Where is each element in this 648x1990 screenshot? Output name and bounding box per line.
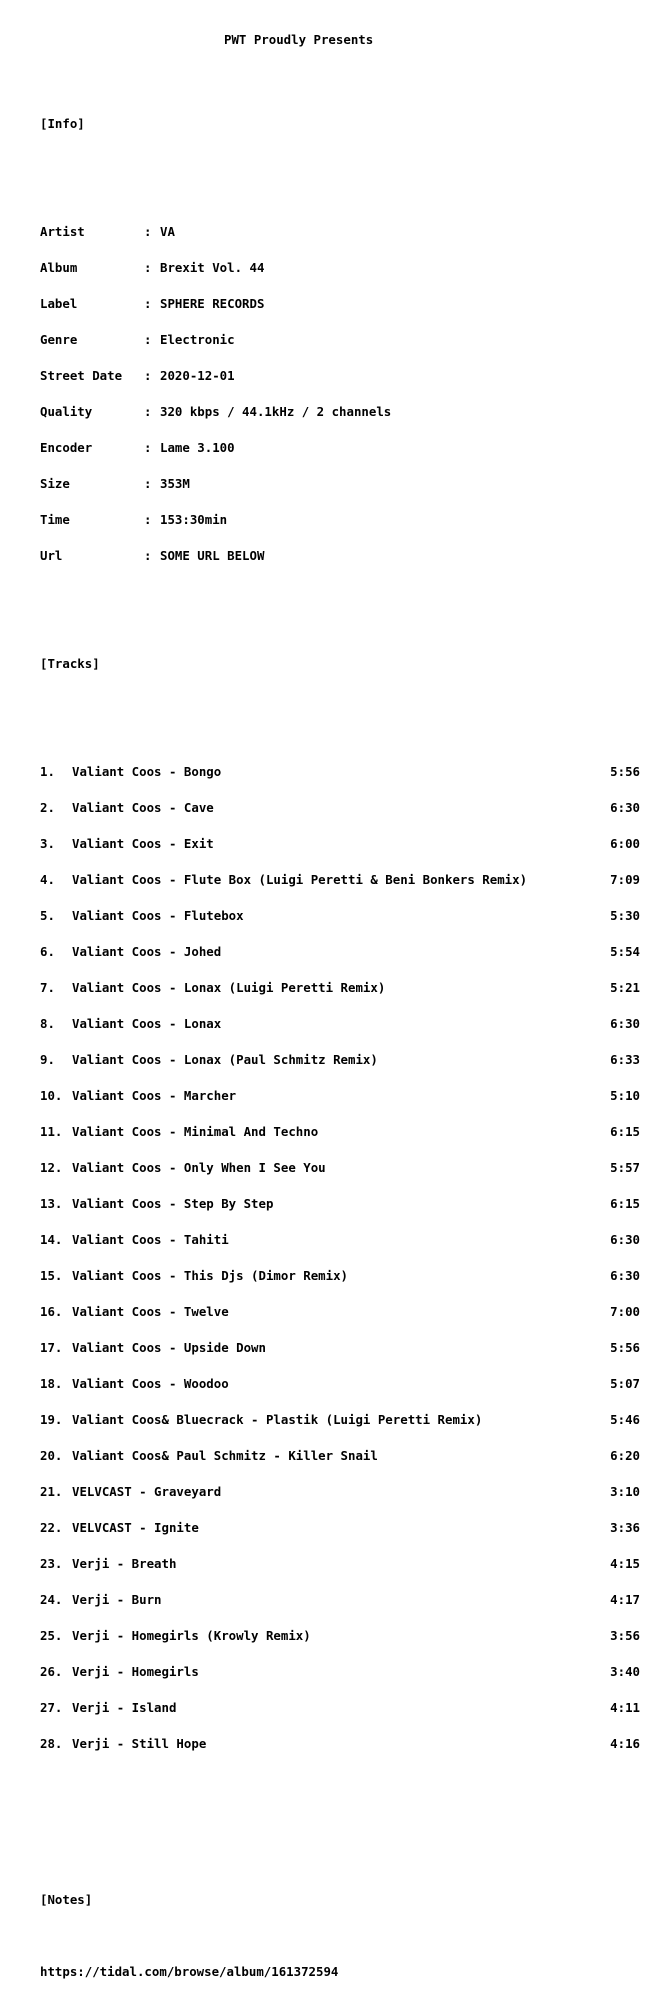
- track-duration: 5:57: [610, 1160, 640, 1175]
- track-row: [40, 766, 640, 778]
- track-title: Verji - Burn: [72, 1592, 162, 1607]
- info-key: Time: [40, 512, 70, 527]
- info-row: [40, 334, 640, 346]
- track-title: Valiant Coos - Exit: [72, 836, 214, 851]
- track-number: 26.: [40, 1664, 63, 1679]
- track-row: [40, 874, 640, 886]
- track-row: [40, 910, 640, 922]
- track-duration: 6:20: [610, 1448, 640, 1463]
- info-value: VA: [160, 224, 175, 239]
- track-duration: 3:56: [610, 1628, 640, 1643]
- track-list: [40, 742, 640, 1774]
- track-row: [40, 1234, 640, 1246]
- spacer: [40, 694, 640, 706]
- track-title: Valiant Coos - Lonax (Luigi Peretti Remix): [72, 980, 386, 995]
- track-row: [40, 1198, 640, 1210]
- track-row: [40, 1306, 640, 1318]
- track-duration: 5:56: [610, 764, 640, 779]
- nfo-document: [40, 10, 640, 1990]
- spacer: [40, 70, 640, 82]
- info-row: [40, 262, 640, 274]
- info-separator: :: [144, 296, 159, 311]
- info-separator: :: [144, 512, 159, 527]
- track-duration: 5:10: [610, 1088, 640, 1103]
- track-row: [40, 1738, 640, 1750]
- track-title: Valiant Coos - Flute Box (Luigi Peretti & Beni Bonkers Remix): [72, 872, 528, 887]
- track-duration: 5:56: [610, 1340, 640, 1355]
- info-value: SOME URL BELOW: [160, 548, 265, 563]
- info-value: 2020-12-01: [160, 368, 235, 383]
- info-key: Street Date: [40, 368, 123, 383]
- info-heading: [Info]: [40, 116, 85, 131]
- track-row: [40, 1594, 640, 1606]
- track-title: Verji - Homegirls: [72, 1664, 199, 1679]
- track-number: 21.: [40, 1484, 63, 1499]
- info-section: [40, 202, 640, 586]
- track-row: [40, 1414, 640, 1426]
- track-title: Valiant Coos - Minimal And Techno: [72, 1124, 319, 1139]
- info-value: Brexit Vol. 44: [160, 260, 265, 275]
- info-row: [40, 442, 640, 454]
- info-key: Artist: [40, 224, 85, 239]
- track-row: [40, 1090, 640, 1102]
- info-value: Electronic: [160, 332, 235, 347]
- track-number: 22.: [40, 1520, 63, 1535]
- info-value: 153:30min: [160, 512, 228, 527]
- track-row: [40, 1018, 640, 1030]
- track-duration: 6:30: [610, 1016, 640, 1031]
- track-number: 1.: [40, 764, 55, 779]
- track-number: 4.: [40, 872, 55, 887]
- track-duration: 4:16: [610, 1736, 640, 1751]
- track-row: [40, 1666, 640, 1678]
- track-row: [40, 982, 640, 994]
- spacer: [40, 154, 640, 166]
- track-title: Valiant Coos - Bongo: [72, 764, 222, 779]
- track-row: [40, 1126, 640, 1138]
- track-duration: 7:00: [610, 1304, 640, 1319]
- track-number: 27.: [40, 1700, 63, 1715]
- track-duration: 6:33: [610, 1052, 640, 1067]
- track-duration: 5:46: [610, 1412, 640, 1427]
- info-separator: :: [144, 548, 159, 563]
- track-number: 23.: [40, 1556, 63, 1571]
- info-key: Url: [40, 548, 63, 563]
- track-row: [40, 1630, 640, 1642]
- track-title: Valiant Coos - Cave: [72, 800, 214, 815]
- info-value: 320 kbps / 44.1kHz / 2 channels: [160, 404, 392, 419]
- track-duration: 6:30: [610, 1268, 640, 1283]
- track-title: Valiant Coos& Bluecrack - Plastik (Luigi Peretti Remix): [72, 1412, 483, 1427]
- track-number: 11.: [40, 1124, 63, 1139]
- track-number: 25.: [40, 1628, 63, 1643]
- info-row: [40, 478, 640, 490]
- spacer: [40, 1930, 640, 1942]
- track-number: 3.: [40, 836, 55, 851]
- track-title: Valiant Coos - Twelve: [72, 1304, 229, 1319]
- info-key: Encoder: [40, 440, 93, 455]
- info-row: [40, 298, 640, 310]
- track-title: Valiant Coos - Upside Down: [72, 1340, 266, 1355]
- track-row: [40, 1054, 640, 1066]
- track-duration: 7:09: [610, 872, 640, 887]
- spacer: [40, 610, 640, 622]
- track-title: Verji - Homegirls (Krowly Remix): [72, 1628, 311, 1643]
- track-duration: 4:15: [610, 1556, 640, 1571]
- track-number: 13.: [40, 1196, 63, 1211]
- track-number: 20.: [40, 1448, 63, 1463]
- info-value: 353M: [160, 476, 190, 491]
- track-duration: 3:40: [610, 1664, 640, 1679]
- info-value: SPHERE RECORDS: [160, 296, 265, 311]
- track-duration: 6:15: [610, 1196, 640, 1211]
- track-number: 15.: [40, 1268, 63, 1283]
- track-duration: 5:30: [610, 908, 640, 923]
- info-row: [40, 550, 640, 562]
- header-title: PWT Proudly Presents: [224, 32, 374, 47]
- track-row: [40, 1558, 640, 1570]
- track-title: VELVCAST - Graveyard: [72, 1484, 222, 1499]
- track-number: 14.: [40, 1232, 63, 1247]
- track-row: [40, 1270, 640, 1282]
- info-key: Album: [40, 260, 78, 275]
- track-number: 28.: [40, 1736, 63, 1751]
- track-duration: 6:00: [610, 836, 640, 851]
- track-row: [40, 1162, 640, 1174]
- info-key: Genre: [40, 332, 78, 347]
- track-title: VELVCAST - Ignite: [72, 1520, 199, 1535]
- track-title: Valiant Coos - Only When I See You: [72, 1160, 326, 1175]
- track-number: 7.: [40, 980, 55, 995]
- track-duration: 3:10: [610, 1484, 640, 1499]
- track-number: 16.: [40, 1304, 63, 1319]
- track-duration: 5:07: [610, 1376, 640, 1391]
- track-number: 10.: [40, 1088, 63, 1103]
- track-title: Valiant Coos - Step By Step: [72, 1196, 274, 1211]
- track-row: [40, 802, 640, 814]
- track-number: 6.: [40, 944, 55, 959]
- track-number: 12.: [40, 1160, 63, 1175]
- track-title: Verji - Breath: [72, 1556, 177, 1571]
- track-row: [40, 838, 640, 850]
- track-duration: 5:21: [610, 980, 640, 995]
- track-row: [40, 1522, 640, 1534]
- info-row: [40, 370, 640, 382]
- track-duration: 3:36: [610, 1520, 640, 1535]
- info-separator: :: [144, 332, 159, 347]
- track-number: 18.: [40, 1376, 63, 1391]
- track-number: 8.: [40, 1016, 55, 1031]
- track-duration: 5:54: [610, 944, 640, 959]
- track-number: 5.: [40, 908, 55, 923]
- track-duration: 4:17: [610, 1592, 640, 1607]
- track-title: Valiant Coos - This Djs (Dimor Remix): [72, 1268, 349, 1283]
- info-row: [40, 226, 640, 238]
- track-title: Verji - Island: [72, 1700, 177, 1715]
- info-key: Quality: [40, 404, 93, 419]
- info-separator: :: [144, 440, 159, 455]
- info-key: Label: [40, 296, 78, 311]
- track-title: Valiant Coos - Lonax: [72, 1016, 222, 1031]
- track-duration: 6:15: [610, 1124, 640, 1139]
- track-row: [40, 1486, 640, 1498]
- track-row: [40, 946, 640, 958]
- track-row: [40, 1342, 640, 1354]
- spacer: [40, 1810, 640, 1822]
- track-row: [40, 1702, 640, 1714]
- track-number: 9.: [40, 1052, 55, 1067]
- info-row: [40, 406, 640, 418]
- track-title: Valiant Coos& Paul Schmitz - Killer Snail: [72, 1448, 378, 1463]
- info-separator: :: [144, 404, 159, 419]
- info-row: [40, 514, 640, 526]
- track-row: [40, 1378, 640, 1390]
- track-duration: 6:30: [610, 1232, 640, 1247]
- track-title: Valiant Coos - Tahiti: [72, 1232, 229, 1247]
- track-title: Valiant Coos - Flutebox: [72, 908, 244, 923]
- info-separator: :: [144, 260, 159, 275]
- info-value: Lame 3.100: [160, 440, 235, 455]
- track-row: [40, 1450, 640, 1462]
- info-key: Size: [40, 476, 70, 491]
- info-separator: :: [144, 476, 159, 491]
- track-duration: 4:11: [610, 1700, 640, 1715]
- info-separator: :: [144, 368, 159, 383]
- track-number: 17.: [40, 1340, 63, 1355]
- track-number: 2.: [40, 800, 55, 815]
- tracks-heading: [Tracks]: [40, 656, 100, 671]
- track-title: Valiant Coos - Marcher: [72, 1088, 237, 1103]
- track-title: Verji - Still Hope: [72, 1736, 207, 1751]
- track-number: 24.: [40, 1592, 63, 1607]
- notes-url: https://tidal.com/browse/album/161372594: [40, 1964, 339, 1979]
- track-number: 19.: [40, 1412, 63, 1427]
- track-title: Valiant Coos - Lonax (Paul Schmitz Remix): [72, 1052, 378, 1067]
- track-title: Valiant Coos - Woodoo: [72, 1376, 229, 1391]
- spacer: [40, 1846, 640, 1858]
- track-duration: 6:30: [610, 800, 640, 815]
- info-separator: :: [144, 224, 159, 239]
- track-title: Valiant Coos - Johed: [72, 944, 222, 959]
- notes-heading: [Notes]: [40, 1892, 93, 1907]
